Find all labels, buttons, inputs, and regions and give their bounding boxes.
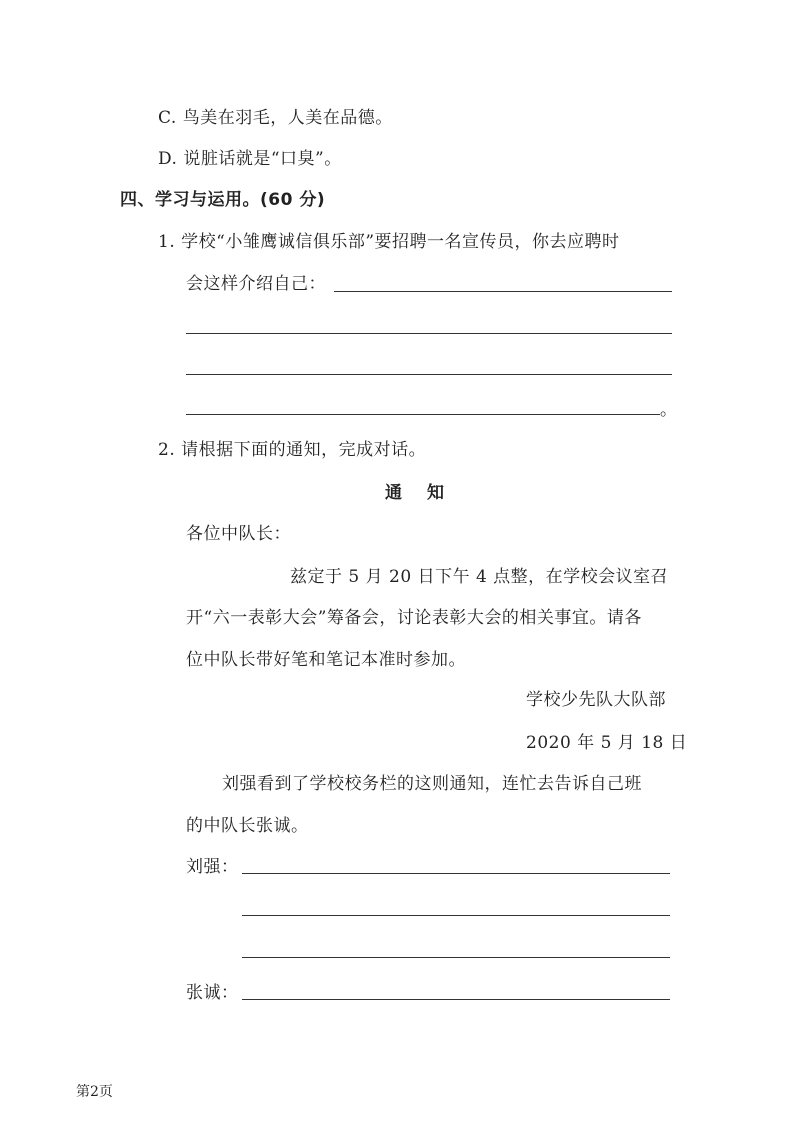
notice-salutation: 各位中队长： [186, 524, 291, 544]
notice-title: 通 知 [385, 483, 448, 503]
notice-signature: 学校少先队大队部 [526, 690, 666, 710]
notice-body-line-2: 开“六一表彰大会”筹备会，讨论表彰大会的相关事宜。请各 [186, 608, 642, 628]
dialogue-blank-4[interactable] [242, 999, 670, 1000]
dialogue-blank-2[interactable] [242, 915, 670, 916]
answer-blank-2[interactable] [186, 333, 672, 334]
notice-date: 2020 年 5 月 18 日 [526, 733, 688, 753]
end-mark: 。 [660, 400, 678, 420]
question-1-prompt [186, 272, 326, 296]
narrative-line-1: 刘强看到了学校校务栏的这则通知，连忙去告诉自己班 [222, 774, 642, 794]
notice-body-line-1: 兹定于 5 月 20 日下午 4 点整，在学校会议室召 [290, 567, 669, 587]
option-c: C. 鸟美在羽毛，人美在品德。 [158, 108, 393, 128]
prompt-label: 会这样介绍自己： [186, 274, 326, 294]
dialogue-blank-3[interactable] [242, 957, 670, 958]
answer-blank-1[interactable] [334, 291, 672, 292]
notice-body-line-3: 位中队长带好笔和笔记本准时参加。 [186, 650, 466, 670]
section-heading: 四、学习与运用。(60 分) [120, 190, 326, 210]
speaker-zhang-cheng: 张诚： [186, 983, 239, 1003]
dialogue-blank-1[interactable] [242, 873, 670, 874]
question-1-text: 1. 学校“小雏鹰诚信俱乐部”要招聘一名宣传员，你去应聘时 [158, 232, 620, 252]
answer-blank-3[interactable] [186, 374, 672, 375]
speaker-liu-qiang: 刘强： [186, 857, 239, 877]
option-d: D. 说脏话就是“口臭”。 [158, 149, 342, 169]
answer-blank-4[interactable] [186, 414, 660, 415]
page-number: 第2页 [76, 1084, 113, 1100]
question-2-text: 2. 请根据下面的通知，完成对话。 [158, 440, 427, 460]
narrative-line-2: 的中队长张诚。 [186, 816, 309, 836]
